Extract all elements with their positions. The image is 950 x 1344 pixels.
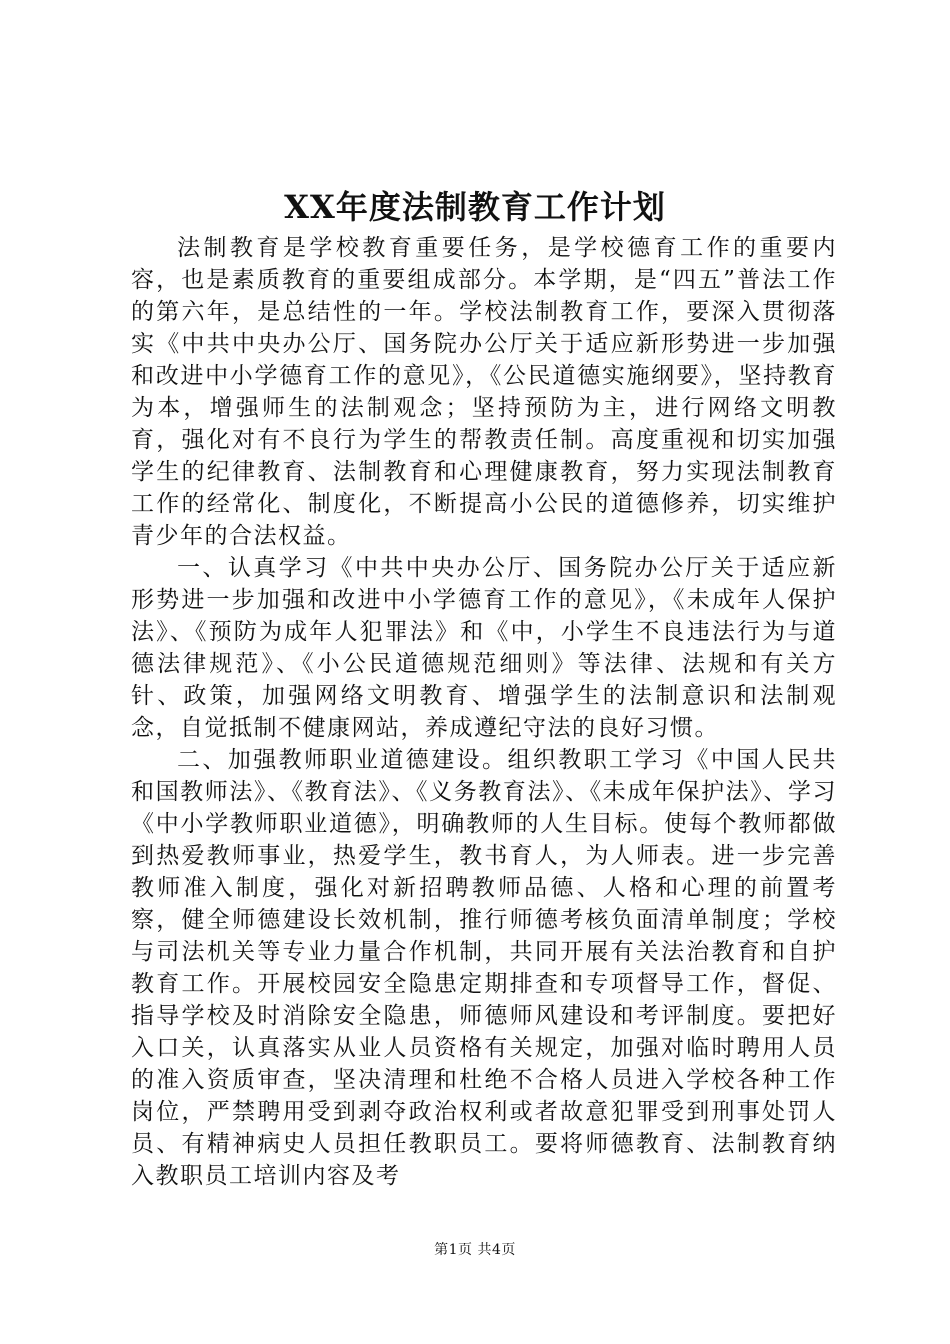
paragraph-section-one: 一、认真学习《中共中央办公厅、国务院办公厅关于适应新形势进一步加强和改进中小学德育工作的意见》，《未成年人保护法》、《预防为成年人犯罪法》和《中，小学生不良违法行为与道德法律规范》、《小公民道德规范细则》等法律、法规和有关方针、政策，加强网络文明教育、增强学生的法制意识和法制观念，自觉抵制不健康网站，养成遵纪守法的良好习惯。 xyxy=(131,555,837,741)
page-number-footer: 第1页 共4页 xyxy=(434,1242,516,1258)
document-title: XX年度法制教育工作计划 xyxy=(284,188,666,226)
document-body xyxy=(131,232,837,1192)
paragraph-intro: 法制教育是学校教育重要任务，是学校德育工作的重要内容，也是素质教育的重要组成部分。本学期，是“四五”普法工作的第六年，是总结性的一年。学校法制教育工作，要深入贯彻落实《中共中央办公厅、国务院办公厅关于适应新形势进一步加强和改进中小学德育工作的意见》，《公民道德实施纲要》，坚持教育为本，增强师生的法制观念；坚持预防为主，进行网络文明教育，强化对有不良行为学生的帮教责任制。高度重视和切实加强学生的纪律教育、法制教育和心理健康教育，努力实现法制教育工作的经常化、制度化，不断提高小公民的道德修养，切实维护青少年的合法权益。 xyxy=(131,235,837,549)
paragraph-section-two: 二、加强教师职业道德建设。组织教职工学习《中国人民共和国教师法》、《教育法》、《义务教育法》、《未成年保护法》、学习《中小学教师职业道德》，明确教师的人生目标。使每个教师都做到热爱教师事业，热爱学生，教书育人，为人师表。进一步完善教师准入制度，强化对新招聘教师品德、人格和心理的前置考察，健全师德建设长效机制，推行师德考核负面清单制度；学校与司法机关等专业力量合作机制，共同开展有关法治教育和自护教育工作。开展校园安全隐患定期排查和专项督导工作，督促、指导学校及时消除安全隐患，师德师风建设和考评制度。要把好入口关，认真落实从业人员资格有关规定，加强对临时聘用人员的准入资质审查，坚决清理和杜绝不合格人员进入学校各种工作岗位，严禁聘用受到剥夺政治权利或者故意犯罪受到刑事处罚人员、有精神病史人员担任教职员工。要将师德教育、法制教育纳入教职员工培训内容及考 xyxy=(131,747,837,1189)
